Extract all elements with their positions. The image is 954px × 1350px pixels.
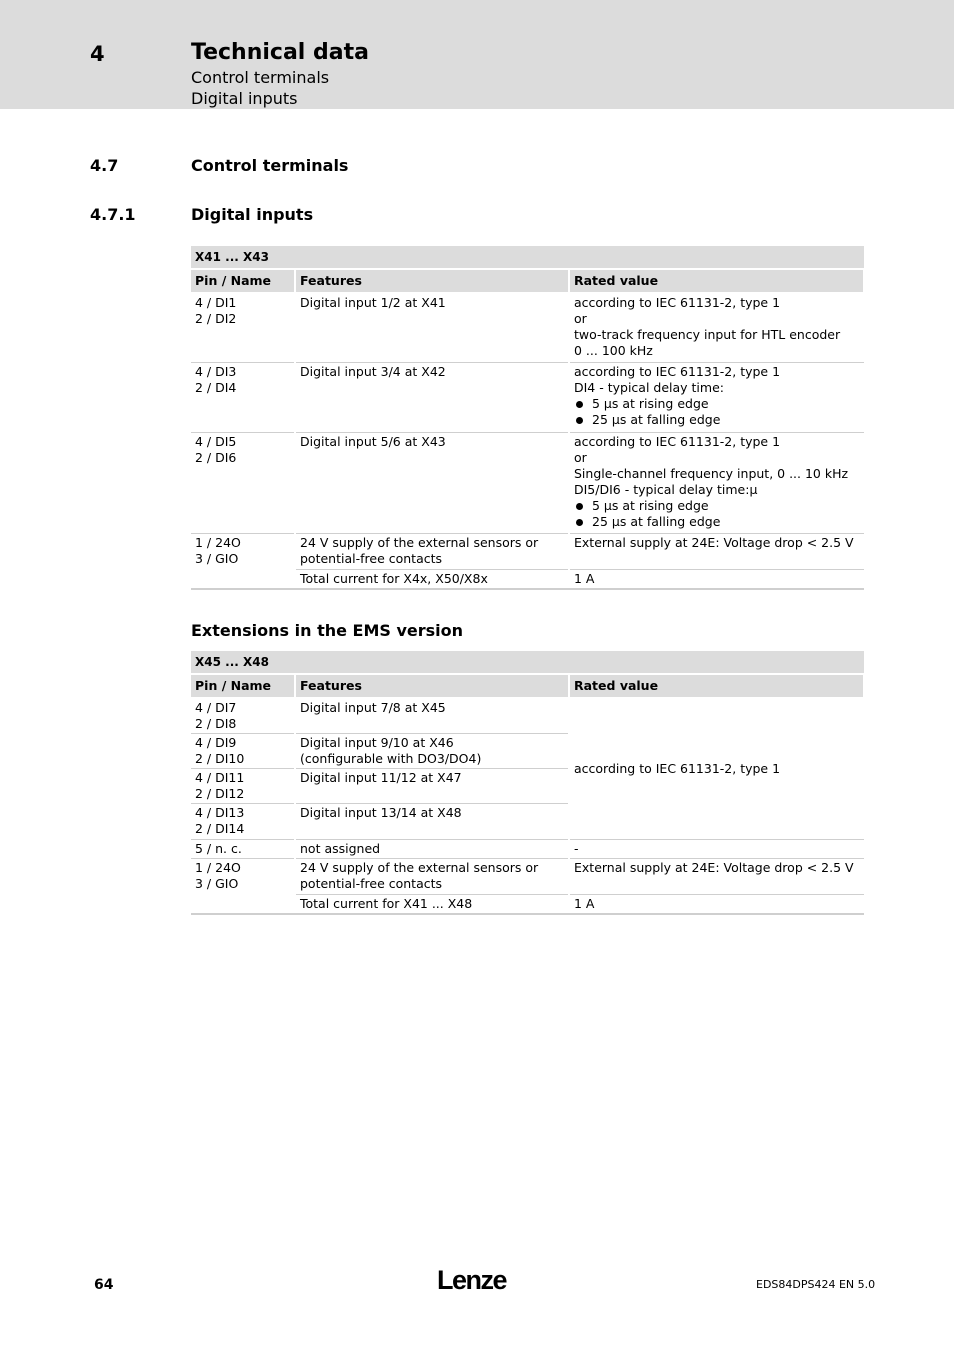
chapter-title: Technical data: [191, 40, 369, 65]
pin-name: 3 / GIO: [195, 876, 239, 891]
logo-text: Lenze: [437, 1266, 507, 1294]
pin-name: 1 / 24O: [195, 534, 241, 550]
rated-text: External supply at 24E: Voltage drop < 2.5 V: [574, 534, 854, 550]
pin-name: 2 / DI4: [195, 379, 237, 395]
rated-text: according to IEC 61131-2, type 1: [574, 363, 781, 379]
pin-name: 2 / DI8: [195, 716, 237, 731]
chapter-number: 4: [90, 42, 105, 66]
table-title-row: [191, 651, 864, 674]
pin-name: 4 / DI3: [195, 363, 237, 379]
feature-text: Total current for X4x, X50/X8x: [295, 569, 569, 589]
pin-name: 3 / GIO: [195, 550, 239, 566]
rated-text: or: [574, 449, 587, 465]
subsection-number: 4.7.1: [90, 205, 136, 224]
rated-text: according to IEC 61131-2, type 1: [574, 295, 781, 310]
header-subtitle-1: Control terminals: [191, 68, 330, 87]
table-row: [191, 362, 864, 432]
pin-name: 4 / DI5: [195, 433, 237, 449]
bullet-item: 5 µs at rising edge: [574, 396, 861, 412]
table-row: [191, 859, 864, 895]
section-number: 4.7: [90, 156, 119, 175]
feature-text: Total current for X41 ... X48: [295, 895, 569, 915]
pin-name: 4 / DI7: [195, 700, 237, 715]
column-header-pin: Pin / Name: [191, 674, 295, 698]
feature-text: Digital input 7/8 at X45: [300, 700, 446, 715]
pin-name: 2 / DI14: [195, 821, 245, 836]
column-header-features: Features: [295, 674, 569, 698]
column-header-rated: Rated value: [569, 674, 864, 698]
pin-name: 1 / 24O: [195, 860, 241, 875]
rated-text: 1 A: [569, 569, 864, 589]
section-title: Control terminals: [191, 156, 349, 175]
feature-text: Digital input 13/14 at X48: [300, 805, 462, 820]
feature-text: Digital input 5/6 at X43: [300, 433, 446, 449]
rated-text: 0 ... 100 kHz: [574, 343, 653, 358]
table-header-row: [191, 269, 864, 293]
table-row: [191, 293, 864, 362]
rated-text: DI5/DI6 - typical delay time:µ: [574, 481, 758, 497]
lenze-logo: [437, 1266, 517, 1294]
rated-text: DI4 - typical delay time:: [574, 379, 724, 395]
pin-name: 4 / DI1: [195, 295, 237, 310]
rated-text: or: [574, 311, 587, 326]
pin-name: 4 / DI9: [195, 735, 237, 750]
pin-name: 2 / DI12: [195, 786, 245, 801]
rated-text: 1 A: [569, 895, 864, 915]
table-row: [191, 840, 864, 859]
rated-text: two-track frequency input for HTL encoder: [574, 327, 841, 342]
rated-text: according to IEC 61131-2, type 1: [574, 433, 781, 449]
feature-text: Digital input 9/10 at X46: [300, 735, 454, 750]
feature-text: not assigned: [295, 840, 569, 859]
table-title: X45 ... X48: [191, 651, 864, 674]
table-row: [191, 533, 864, 569]
feature-text: potential-free contacts: [300, 876, 443, 891]
pin-name: 4 / DI11: [195, 770, 245, 785]
feature-text: Digital input 1/2 at X41: [300, 295, 446, 310]
bullet-item: 5 µs at rising edge: [574, 498, 861, 514]
column-header-pin: Pin / Name: [191, 269, 295, 293]
pin-name: 2 / DI2: [195, 311, 237, 326]
extensions-heading: Extensions in the EMS version: [191, 621, 464, 640]
feature-text: Digital input 3/4 at X42: [300, 363, 446, 379]
extensions-table: [191, 651, 865, 915]
table-row: [191, 432, 864, 533]
document-id: EDS84DPS424 EN 5.0: [756, 1278, 876, 1291]
pin-name: 2 / DI10: [195, 751, 245, 766]
rated-text: External supply at 24E: Voltage drop < 2.5 V: [574, 860, 854, 875]
rated-text: Single-channel frequency input, 0 ... 10 kHz: [574, 465, 849, 481]
pin-name: 5 / n. c.: [191, 840, 295, 859]
bullet-item: 25 µs at falling edge: [574, 514, 861, 530]
pin-name: 2 / DI6: [195, 449, 237, 465]
pin-name: 4 / DI13: [195, 805, 245, 820]
column-header-rated: Rated value: [569, 269, 864, 293]
feature-text: 24 V supply of the external sensors or: [300, 534, 539, 550]
column-header-features: Features: [295, 269, 569, 293]
table-row: [191, 698, 864, 734]
table-header-row: [191, 674, 864, 698]
feature-text: (configurable with DO3/DO4): [300, 751, 482, 766]
feature-text: potential-free contacts: [300, 550, 443, 566]
header-band: [0, 0, 954, 109]
page-number: 64: [94, 1277, 114, 1293]
rated-text: according to IEC 61131-2, type 1: [574, 761, 781, 776]
bullet-item: 25 µs at falling edge: [574, 412, 861, 428]
feature-text: 24 V supply of the external sensors or: [300, 860, 539, 875]
table-title-row: [191, 246, 864, 269]
subsection-title: Digital inputs: [191, 205, 314, 224]
feature-text: Digital input 11/12 at X47: [300, 770, 462, 785]
rated-text: -: [569, 840, 864, 859]
table-title: X41 ... X43: [191, 246, 864, 269]
header-subtitle-2: Digital inputs: [191, 89, 298, 108]
digital-inputs-table: [191, 246, 865, 590]
